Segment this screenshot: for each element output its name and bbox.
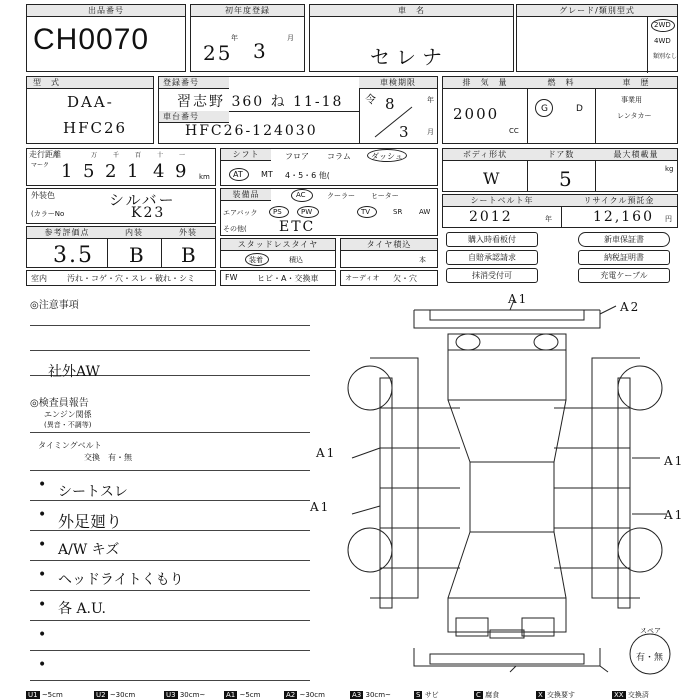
body-value: W xyxy=(483,169,502,188)
equip-other: その他( xyxy=(223,225,247,233)
room-box xyxy=(26,270,216,286)
mileage-digit: 1 xyxy=(61,161,75,182)
model-name-box xyxy=(309,4,514,72)
reg-no: 習志野 360 ね 11-18 xyxy=(177,94,344,110)
color-label: 外装色 xyxy=(31,191,55,200)
legend-text: 腐食 xyxy=(485,691,500,699)
legend-text: サビ xyxy=(424,691,439,699)
digit-unit: 一 xyxy=(179,152,186,159)
damage-mark: A2 xyxy=(620,300,641,314)
seatbelt-year: 2012 xyxy=(469,209,513,225)
legend-text: 30cm~ xyxy=(365,691,391,699)
inspector-note: シートスレ xyxy=(58,484,128,500)
inspection-era: 令 xyxy=(365,93,376,106)
drive-4wd: 4WD xyxy=(654,37,671,45)
equip-label: 装備品 xyxy=(221,189,271,201)
legend-key: S xyxy=(416,691,421,699)
equip-airbag: エアバック xyxy=(223,209,258,217)
damage-mark: A1 xyxy=(508,292,529,306)
drive-2wd: 2WD xyxy=(654,21,671,29)
equip-ac: AC xyxy=(296,191,306,199)
spec-box xyxy=(442,76,678,144)
digit-unit: 万 xyxy=(91,152,98,159)
displacement-label: 排 気 量 xyxy=(443,77,527,89)
legend-text: ~30cm xyxy=(109,691,136,699)
inspection-month: 3 xyxy=(399,123,411,141)
mileage-box xyxy=(26,148,216,186)
year-unit: 年 xyxy=(231,34,238,42)
lot-number: CH0070 xyxy=(33,23,150,56)
legend-key: A3 xyxy=(352,691,362,699)
mileage-digit: 9 xyxy=(175,161,189,182)
cc-unit: CC xyxy=(509,127,519,135)
color-box xyxy=(26,188,216,224)
doc-self: 自賠承認請求 xyxy=(446,250,538,265)
recycle-unit: 円 xyxy=(665,215,672,223)
fuel-d: D xyxy=(576,104,583,114)
first-registration-box xyxy=(190,4,305,72)
legend-key: C xyxy=(476,691,481,699)
equipment-box xyxy=(220,188,438,236)
doc-tax: 納税証明書 xyxy=(578,250,670,265)
km-unit: km xyxy=(199,173,210,181)
room-items: 汚れ・コゲ・穴・スレ・破れ・シミ xyxy=(67,274,195,283)
capacity-label: 最大積載量 xyxy=(595,149,677,161)
legend-text: ~5cm xyxy=(239,691,261,699)
mileage-digit: 5 xyxy=(83,161,97,182)
first-registration-label: 初年度登録 xyxy=(191,5,304,17)
inspection-year-unit: 年 xyxy=(427,96,434,104)
damage-mark: A1 xyxy=(664,454,685,468)
fw-items: ヒビ・A・交換車 xyxy=(257,274,319,283)
shift-at: AT xyxy=(233,170,243,179)
timing-sub: 交換 有・無 xyxy=(84,453,132,462)
model-name: セレナ xyxy=(370,45,448,69)
lot-number-label: 出品番号 xyxy=(27,5,185,17)
interior-grade: B xyxy=(129,243,146,267)
seatbelt-unit: 年 xyxy=(545,215,552,223)
digit-unit: 百 xyxy=(135,152,142,159)
fuel-g: G xyxy=(541,104,548,114)
legend-text: ~5cm xyxy=(41,691,63,699)
doc-manual: 購入時看板付 xyxy=(446,232,538,247)
inspector-note: ヘッドライトくもり xyxy=(58,572,184,588)
inspector-note: A/W キズ xyxy=(58,542,120,558)
fw-box xyxy=(220,270,336,286)
mileage-label: 走行距離 xyxy=(29,150,61,159)
equip-ps: PS xyxy=(273,208,282,216)
doc-warranty: 新車保証書 xyxy=(578,232,670,247)
equip-cooler: クーラー xyxy=(327,192,355,200)
spare-label: スペア xyxy=(640,627,661,635)
color-no-label: (カラーNo xyxy=(31,210,65,218)
equip-tv: TV xyxy=(361,208,371,216)
reg-no-label: 登録番号 xyxy=(159,77,229,89)
engine-label: エンジン関係 xyxy=(44,410,92,419)
score-label: 参考評価点 xyxy=(27,227,107,239)
displacement: 2000 xyxy=(453,105,500,123)
shift-column: コラム xyxy=(327,152,351,161)
first-registration-month: 3 xyxy=(253,39,268,63)
history-business: 事業用 xyxy=(621,96,642,104)
chassis-label: 車台番号 xyxy=(159,111,229,123)
studless-load: 積込 xyxy=(289,256,303,264)
room-label: 室内 xyxy=(31,274,47,283)
seatbelt-label: シートベルト年 xyxy=(443,195,561,207)
tire-load-box xyxy=(340,238,438,268)
fuel-label: 燃 料 xyxy=(527,77,595,89)
doc-erase: 抹消受付可 xyxy=(446,268,538,283)
equip-aw: AW xyxy=(419,208,431,216)
chassis-no: HFC26-124030 xyxy=(185,123,318,139)
spare-value: 有・無 xyxy=(636,653,664,663)
audio-label: オーディオ xyxy=(345,274,380,282)
doors-label: ドア数 xyxy=(527,149,595,161)
recycle-label: リサイクル預託金 xyxy=(561,195,677,207)
damage-mark: A1 xyxy=(310,500,331,514)
legend-key: XX xyxy=(614,691,624,699)
legend-text: ~30cm xyxy=(299,691,325,699)
equip-heater: ヒーター xyxy=(371,192,399,200)
legend-text: 交換済 xyxy=(627,691,649,699)
type-label: 型 式 xyxy=(27,77,153,89)
model-name-label: 車 名 xyxy=(310,5,513,17)
mileage-digit: 1 xyxy=(127,161,141,182)
digit-unit: 十 xyxy=(157,152,164,159)
engine-sub: (異音・不調等) xyxy=(44,421,92,429)
caution-title: ◎注意事項 xyxy=(30,300,79,311)
damage-mark: A1 xyxy=(664,508,685,522)
drive-none: 類別なし xyxy=(653,53,678,60)
type-prefix: DAA- xyxy=(67,93,114,111)
shift-mt: MT xyxy=(261,170,273,179)
inspection-month-unit: 月 xyxy=(427,128,434,136)
score: 3.5 xyxy=(53,243,94,268)
doors-value: 5 xyxy=(559,167,574,191)
type-box xyxy=(26,76,154,144)
meter-label: マーク xyxy=(31,162,50,169)
inspection-label: 車検期限 xyxy=(359,77,437,89)
caution-text: 社外AW xyxy=(48,364,100,380)
equip-pw: PW xyxy=(301,208,313,216)
seatbelt-recycle-box xyxy=(442,194,678,228)
studless-replace: 装着 xyxy=(249,256,263,264)
shift-gears: 4・5・6 他( xyxy=(285,171,330,180)
legend-text: 交換要す xyxy=(547,691,576,699)
legend-key: A2 xyxy=(286,691,296,699)
month-unit: 月 xyxy=(287,34,294,42)
studless-box xyxy=(220,238,336,268)
mileage-digit: 4 xyxy=(153,161,167,182)
slash-mark xyxy=(367,105,417,139)
inspection-year: 8 xyxy=(385,95,397,113)
grade-box xyxy=(516,4,678,72)
interior-label: 内装 xyxy=(107,227,161,239)
mileage-digit: 2 xyxy=(105,161,119,182)
legend-key: U3 xyxy=(166,691,176,699)
first-registration-year: 25 xyxy=(203,41,233,65)
legend-key: U2 xyxy=(96,691,106,699)
exterior-grade: B xyxy=(181,243,198,267)
color-code: K23 xyxy=(131,205,166,221)
shift-floor: フロア xyxy=(285,152,309,161)
exterior-label: 外装 xyxy=(161,227,215,239)
legend-key: A1 xyxy=(226,691,236,699)
legend-key: U1 xyxy=(28,691,38,699)
history-rental: レンタカー xyxy=(617,112,652,120)
score-box xyxy=(26,226,216,268)
legend-key: X xyxy=(538,691,543,699)
audio-box xyxy=(340,270,438,286)
body-label: ボディ形状 xyxy=(443,149,527,161)
lot-number-box xyxy=(26,4,186,72)
doc-charge: 充電ケーブル xyxy=(578,268,670,283)
shift-dash: ダッシュ xyxy=(371,152,403,161)
legend-text: 30cm~ xyxy=(179,691,206,699)
equip-other-value: ETC xyxy=(279,219,316,235)
inspector-title: ◎検査員報告 xyxy=(30,398,89,409)
tire-unit: 本 xyxy=(419,256,426,264)
damage-mark: A1 xyxy=(316,446,337,460)
grade-label: グレード/類別型式 xyxy=(517,5,677,17)
registration-box xyxy=(158,76,438,144)
body-box xyxy=(442,148,678,192)
shift-box xyxy=(220,148,438,186)
history-label: 車 歴 xyxy=(595,77,677,89)
inspector-note: 外足廻り xyxy=(58,512,123,531)
inspector-note: 各 A.U. xyxy=(58,601,106,617)
color-value: シルバー xyxy=(109,191,176,209)
shift-label: シフト xyxy=(221,149,271,161)
recycle-amount: 12,160 xyxy=(593,209,654,225)
type-code: HFC26 xyxy=(63,119,128,137)
capacity-unit: kg xyxy=(665,165,674,173)
digit-unit: 千 xyxy=(113,152,120,159)
audio-items: 欠・穴 xyxy=(393,274,417,283)
fw-label: FW xyxy=(225,273,238,282)
studless-label: スタッドレスタイヤ xyxy=(221,239,335,251)
equip-sr: SR xyxy=(393,208,403,216)
timing-label: タイミングベルト xyxy=(38,441,102,450)
tire-load-label: タイヤ積込 xyxy=(341,239,437,251)
